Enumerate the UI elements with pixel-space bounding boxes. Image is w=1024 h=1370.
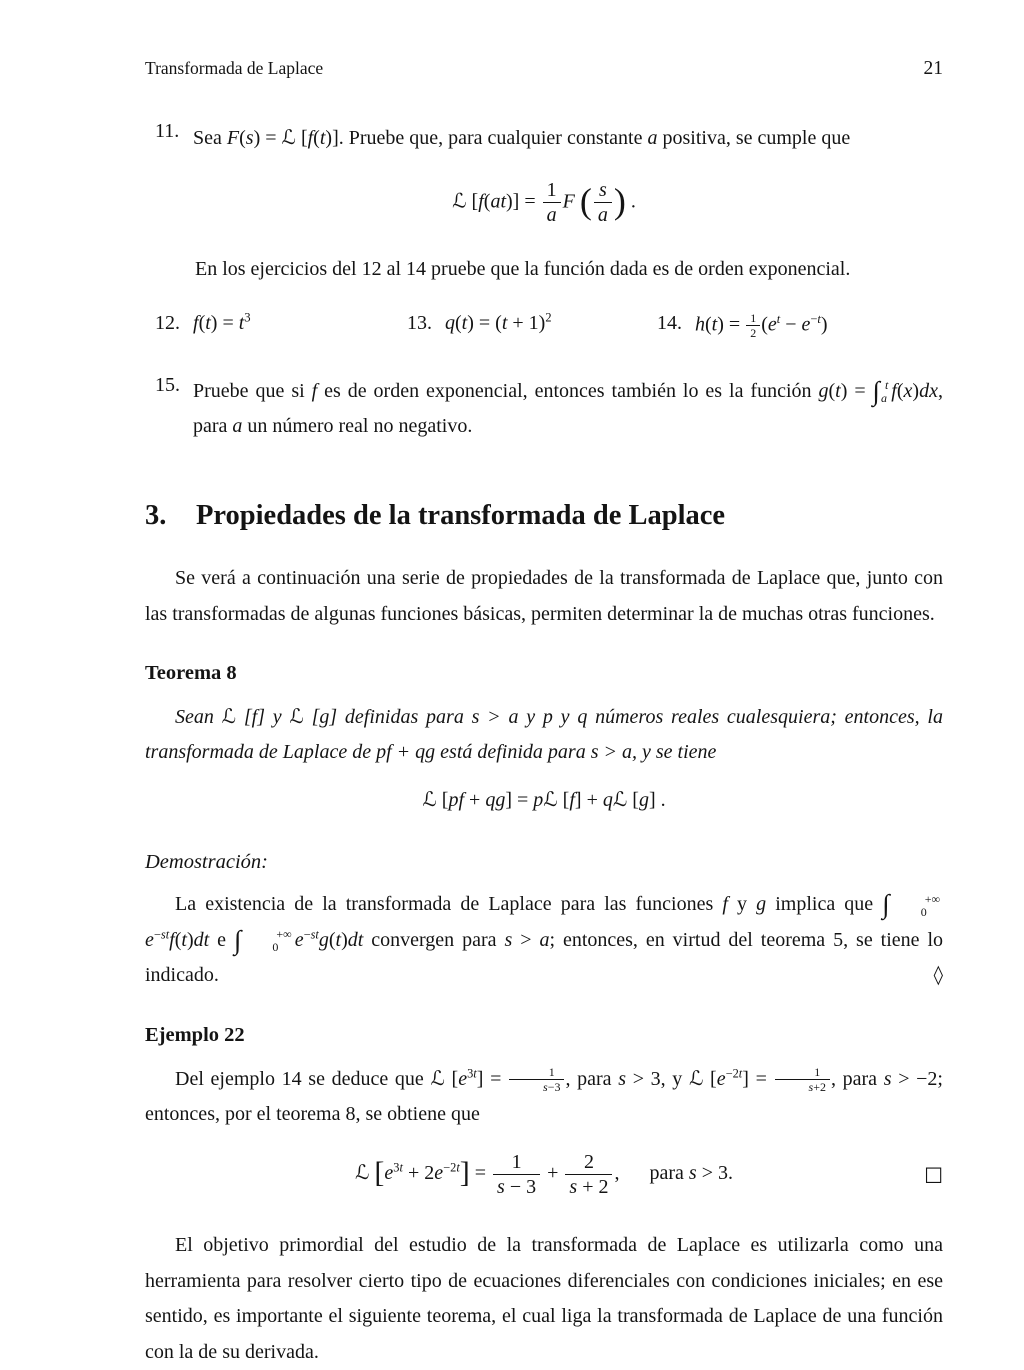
instruction-paragraph: En los ejercicios del 12 al 14 pruebe que la función dada es de orden exponencial. <box>195 258 851 281</box>
page-number: 21 <box>923 58 943 79</box>
exercise-item-15 <box>155 374 943 445</box>
running-header-title: Transformada de Laplace <box>145 58 324 78</box>
page-header <box>145 58 943 80</box>
closing-paragraph: El objetivo primordial del estudio de la transformada de Laplace es utilizarla como una herramienta para resolver cierto tipo de ecuaciones diferenciales con condiciones iniciales; en ese sentido, es importante el siguiente teorema, el cual liga la transformada de Laplace de una función con la de su derivada. <box>145 1234 943 1363</box>
section-heading <box>145 499 943 533</box>
exercise-text: h(t) = $\frac{1}{2}$ $(e^t - e^{-t})$ <box>695 310 828 341</box>
exercise-text: Sea F(s) = ℒ [f(t)]. Pruebe que, para cualquier constante a positiva, se cumple que <box>193 125 851 149</box>
exercise-text: $q(t) = (t + 1)^2$ <box>445 310 552 334</box>
exercise-item-12 <box>155 312 407 340</box>
display-formula-linearity: ℒ [pf + qg] = pℒ [f] + qℒ [g] . <box>422 786 666 811</box>
exercise-number: 13. <box>407 311 432 334</box>
theorem-body: Sean ℒ [f] y ℒ [g] definidas para s > a y p y q números reales cualesquiera; entonces, la transformada de Laplace de pf + qg está definida para s > a, y se tiene <box>145 703 943 764</box>
display-formula-example <box>145 1145 943 1205</box>
exercise-item-14 <box>657 312 828 340</box>
section-number: 3. <box>145 499 167 531</box>
exercise-number: 14. <box>657 311 682 334</box>
example-heading: Ejemplo 22 <box>145 1023 245 1046</box>
example-end-square-icon: □ <box>924 1161 943 1186</box>
example-formula-text: ℒ $[e^{3t} + 2e^{-2t}]$ = $\frac{1}{s - 3}$ + $\frac{2}{s + 2}$ , para s > 3. <box>355 1150 733 1198</box>
proof-text: La existencia de la transformada de Laplace para las funciones f y g implica que ∫ +∞ 0 $e^{-st}f(t)dt$ e ∫ +∞ 0 $e^{-st}g(t)dt$ convergen para s > a; entonces, en virtud del teorema 5, se tiene lo indicado. <box>145 889 944 987</box>
exercise-item-11 <box>155 120 943 157</box>
section-intro-paragraph: Se verá a continuación una serie de propiedades de la transformada de Laplace que, junto con las transformadas de algunas funciones básicas, permiten determinar la de muchas otras funciones. <box>145 567 943 625</box>
exercise-text: Pruebe que si f es de orden exponencial, entonces también lo es la función g(t) = ∫ t a f(x)dx, para a un número real no negativo. <box>193 375 943 438</box>
proof-end-diamond-icon: ◊ <box>933 964 943 987</box>
exercise-row-12-14 <box>155 312 943 340</box>
proof-heading: Demostración: <box>145 850 268 873</box>
proof-body <box>145 887 943 994</box>
example-body: Del ejemplo 14 se deduce que ℒ $[e^{3t}]$ = $\frac{1}{s-3}$ , para s > 3, y ℒ $[e^{-2t}]$ = $\frac{1}{s+2}$ , para s > −2; entonces, por el teorema 8, se obtiene que <box>145 1064 943 1126</box>
exercise-number: 12. <box>155 311 180 334</box>
section-title: Propiedades de la transformada de Laplace <box>196 499 726 531</box>
theorem-heading: Teorema 8 <box>145 662 237 685</box>
exercise-number: 15. <box>155 373 180 396</box>
exercise-text: $f(t) = t^3$ <box>193 310 251 334</box>
display-formula-scaling-property: ℒ [f(at)] = $\frac{1}{a}$ F ( $\frac{s}{a}$ ) . <box>452 178 636 226</box>
exercise-number: 11. <box>155 120 180 142</box>
exercise-item-13 <box>407 312 657 340</box>
